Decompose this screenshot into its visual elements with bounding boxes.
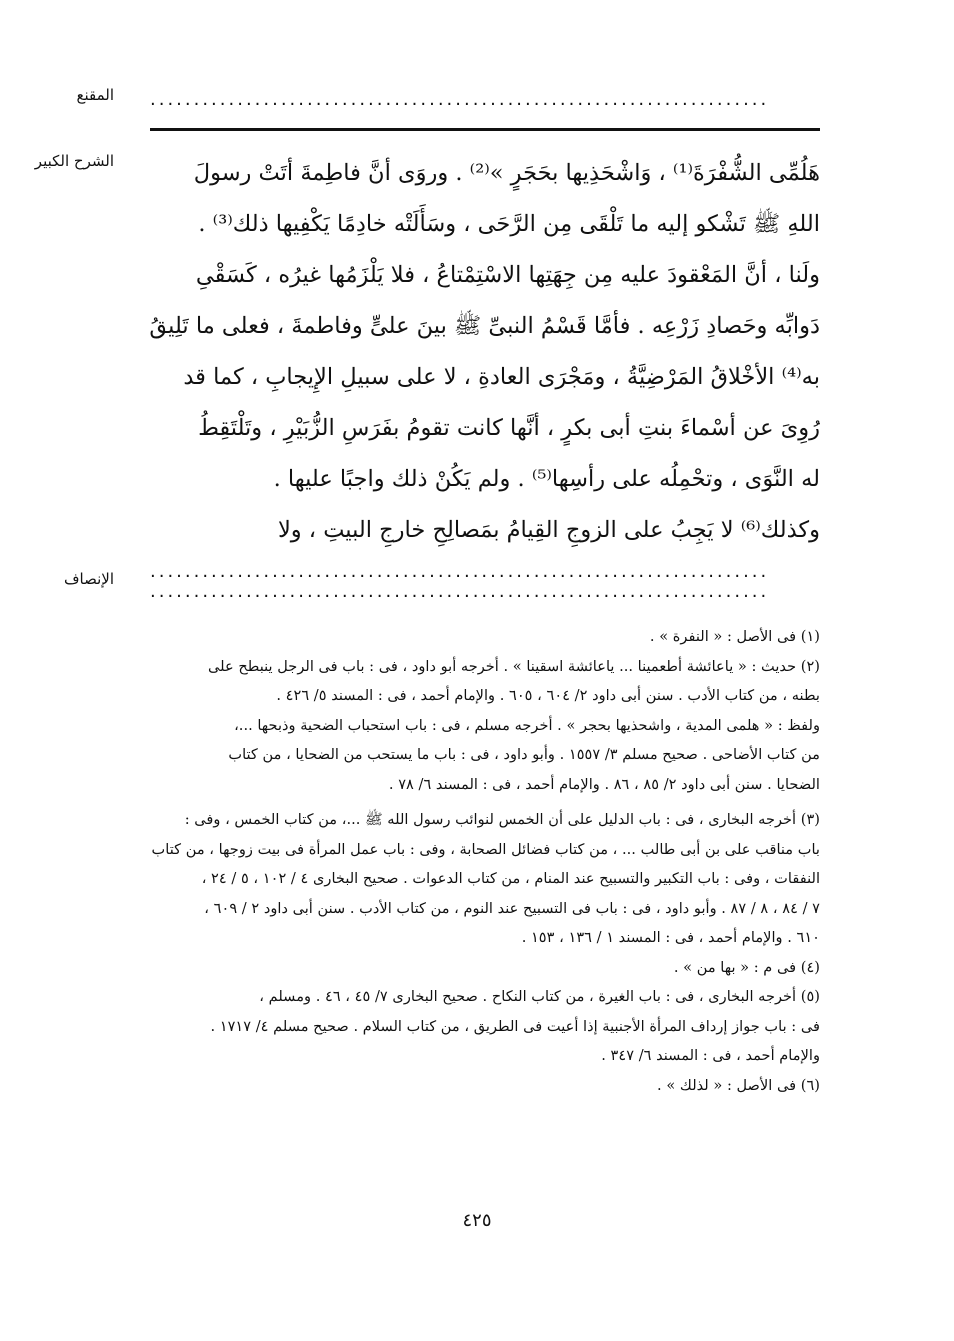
main-commentary-text — [148, 148, 820, 556]
text-line: له النَّوَى ، وتحْمِلُه على رأسِها⁽⁵⁾ . ولم يَكُنْ ذلك واجبًا عليها . — [273, 466, 820, 492]
text-line: به⁽⁴⁾ الأخْلاقُ المَرْضِيَّةُ ، ومَجْرَى العادةِ ، لا على سبيلِ الإِيجابِ ، كما قد — [183, 364, 820, 390]
footnote-5 — [148, 982, 820, 1071]
text-line: رُوِىَ عن أسْماءَ بنتِ أبى بكرٍ ، أنَّها كانت تقومُ بفَرَسِ الزُّبَيْرِ ، وتَلْتَقِطُ — [198, 415, 820, 441]
footnote-1 — [148, 622, 820, 652]
section-label-sharh-kabir: الشرح الكبير — [34, 152, 114, 170]
footnote-line: والإمام أحمد ، فى : المسند ٦/ ٣٤٧ . — [601, 1047, 820, 1064]
footnote-line: بطنه ، من كتاب الأدب . سنن أبى داود ٢/ ٦٠٤ ، ٦٠٥ . والإمام أحمد ، فى : المسند ٥/ ٤٢٦ . — [276, 687, 820, 704]
section-label-muqni: المقنع — [76, 86, 114, 104]
insaf-dotted-line-1: ....................................................................... — [150, 562, 770, 582]
footnote-4 — [148, 953, 820, 983]
footnote-line: ولفظ : « هلمى المدية ، واشحذيها بحجر » . أخرجه مسلم ، فى : باب استحباب الضحية وذبحها ...، — [234, 716, 820, 734]
muqni-dotted-line: ....................................................................... — [150, 90, 770, 110]
footnote-line: (٥) أخرجه البخارى ، فى : باب الغيرة ، من كتاب النكاح . صحيح البخارى ٧/ ٤٥ ، ٤٦ . ومسلم ، — [259, 988, 820, 1005]
page-number: ٤٢٥ — [462, 1210, 492, 1231]
text-line: اللهِ ﷺ تَشْكو إليه ما تَلْقَى مِن الرَّحَى ، وسَأَلَتْه خادِمًا يَكْفِيها ذلك⁽³⁾ . — [198, 211, 820, 237]
footnote-line: (٣) أخرجه البخارى ، فى : باب الدليل على أن الخمس لنوائب رسول الله ﷺ ...، من كتاب الخمس ، وفى : — [184, 811, 820, 828]
footnote-line: ٧ / ٨٤ ، ٨ / ٨٧ . وأبو داود ، فى : باب فى التسبيح عند النوم ، من كتاب الأدب . سنن أبى داود ٢ / ٦٠٩ ، — [204, 899, 820, 917]
footnote-3 — [148, 805, 820, 953]
section-label-insaf: الإنصاف — [63, 570, 114, 588]
footnote-line: من كتاب الأضاحى . صحيح مسلم ٣/ ١٥٥٧ . وأبو داود ، فى : باب ما يستحب من الضحايا ، من كتاب — [228, 746, 820, 763]
text-line: دَوابِّه وحَصادِ زَرْعِه . فأمَّا قَسْمُ النبىِّ ﷺ بينَ علىٍّ وفاطمةَ ، فعلى ما تَلِيقُ — [149, 313, 820, 339]
footnote-line: النفقات ، وفى : باب التكبير والتسبيح عند المنام ، من كتاب الدعوات . صحيح البخارى ٤ / ١٠٢ ، ٥ / ٢٤ ، — [201, 870, 820, 887]
text-line: وكذلك⁽⁶⁾ لا يَجِبُ على الزوجِ القِيامُ بمَصالِحِ خارجِ البيتِ ، ولا — [277, 517, 820, 543]
text-line: ولَنا ، أنَّ المَعْقودَ عليه مِن جِهَتِها الاسْتِمْتاعُ ، فلا يَلْزَمُها غيرُه ، كَسَقْىِ — [195, 262, 820, 288]
footnote-line: (١) فى الأصل : « النفرة » . — [649, 628, 820, 645]
footnote-line: باب مناقب على بن أبى طالب ... ، من كتاب فضائل الصحابة ، وفى : باب عمل المرأة فى بيت زوجها ، من كتاب — [151, 840, 820, 858]
text-line: هَلُمِّى الشُّفْرَةَ⁽¹⁾ ، وَاشْحَذِيها بحَجَرٍ »⁽²⁾ . وروَى أنَّ فاطِمةَ أتَتْ رسولَ — [193, 160, 820, 186]
insaf-dotted-line-2: ....................................................................... — [150, 582, 770, 602]
footnotes — [148, 622, 820, 1100]
footnote-line: (٢) حديث : « ياعائشة أطعمينا ... ياعائشة اسقينا » . أخرجه أبو داود ، فى : باب فى الرجل ينبطح على — [208, 657, 820, 675]
header-rule — [150, 128, 820, 131]
footnote-line: (٦) فى الأصل : « لذلك » . — [657, 1076, 820, 1094]
footnote-2 — [148, 652, 820, 800]
footnote-6 — [148, 1071, 820, 1101]
footnote-line: الضحايا . سنن أبى داود ٢/ ٨٥ ، ٨٦ . والإمام أحمد ، فى : المسند ٦/ ٧٨ . — [388, 775, 820, 793]
footnote-line: (٤) فى م : « بها من » . — [673, 958, 820, 976]
footnote-line: فى : باب جواز إرداف المرأة الأجنبية إذا أعيت فى الطريق ، من كتاب السلام . صحيح مسلم ٤/ ١٧١٧ . — [210, 1017, 820, 1035]
footnote-line: ٦١٠ . والإمام أحمد ، فى : المسند ١ / ١٣٦ ، ١٥٣ . — [521, 929, 820, 946]
